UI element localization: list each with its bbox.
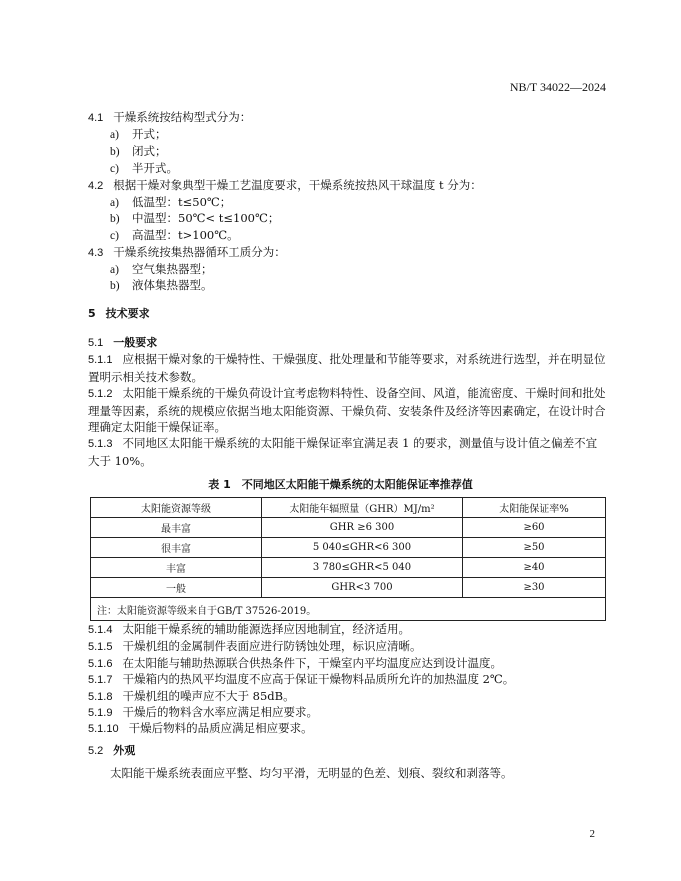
table-row: 很丰富 5 040≤GHR<6 300 ≥50	[91, 538, 606, 558]
clause-4-3	[88, 244, 286, 261]
list-item: c) 半开式。	[110, 161, 178, 175]
table-row: 最丰富 GHR ≥6 300 ≥60	[91, 518, 606, 538]
table-1	[90, 497, 606, 621]
list-item: b) 闭式；	[110, 144, 167, 158]
clause-5-1-10: 5.1.10 干燥后物料的品质应满足相应要求。	[88, 721, 313, 735]
list-item: b) 中温型：50℃< t≤100℃；	[110, 211, 280, 225]
list-item: a) 空气集热器型；	[110, 262, 213, 276]
clause-5-1-3: 5.1.3 不同地区太阳能干燥系统的太阳能干燥保证率宜满足表 1 的要求，测量值与设计值之偏差不宜大于 10%。	[88, 436, 598, 468]
clause-number: 4.3	[88, 247, 104, 259]
clause-text: 干燥系统按集热器循环工质分为：	[113, 245, 286, 259]
clause-5-1-1: 5.1.1 应根据干燥对象的干燥特性、干燥强度、批处理量和节能等要求，对系统进行选型，并在明显位置明示相关技术参数。	[88, 352, 606, 384]
table-caption: 表 1 不同地区太阳能干燥系统的太阳能保证率推荐值	[208, 478, 473, 491]
clause-4-2	[88, 177, 482, 194]
list-item: a) 开式；	[110, 127, 167, 141]
clause-5-1-4: 5.1.4 太阳能干燥系统的辅助能源选择应因地制宜，经济适用。	[88, 622, 410, 636]
page-number: 2	[589, 828, 595, 840]
standard-number: NB/T 34022—2024	[509, 80, 606, 94]
list-item: c) 高温型：t>100℃。	[110, 228, 239, 242]
column-header: 太阳能保证率%	[463, 498, 606, 518]
section-5-heading: 5 技术要求	[88, 307, 150, 320]
clause-text: 根据干燥对象典型干燥工艺温度要求，干燥系统按热风干球温度 t 分为：	[113, 178, 482, 192]
clause-5-1-7: 5.1.7 干燥箱内的热风平均温度不应高于保证干燥物料品质所允许的加热温度 2℃。	[88, 672, 515, 686]
section-5-1-heading: 5.1 一般要求	[88, 336, 158, 349]
clause-4-1	[88, 109, 251, 126]
clause-5-1-6: 5.1.6 在太阳能与辅助热源联合供热条件下，干燥室内平均温度应达到设计温度。	[88, 656, 502, 670]
clause-5-1-5: 5.1.5 干燥机组的金属制件表面应进行防锈蚀处理，标识应清晰。	[88, 639, 422, 653]
table-note: 注：太阳能资源等级来自于GB/T 37526-2019。	[91, 598, 606, 621]
clause-5-1-2: 5.1.2 太阳能干燥系统的干燥负荷设计宜考虑物料特性、设备空间、风道，能流密度、干燥时间和批处理量等因素，系统的规模应依据当地太阳能资源、干燥负荷、安装条件及经济等因素确定，在设计时合理确定太阳能干燥保证率。	[88, 386, 606, 434]
clause-number: 4.1	[88, 112, 104, 124]
column-header: 太阳能资源等级	[91, 498, 262, 518]
clause-number: 4.2	[88, 180, 104, 192]
clause-5-1-9: 5.1.9 干燥后的物料含水率应满足相应要求。	[88, 705, 318, 719]
table-row: 丰富 3 780≤GHR<5 040 ≥40	[91, 558, 606, 578]
section-5-2-heading: 5.2 外观	[88, 744, 136, 757]
table-note-row	[91, 598, 606, 621]
clause-5-1-8: 5.1.8 干燥机组的噪声应不大于 85dB。	[88, 689, 295, 703]
column-header: 太阳能年辐照量（GHR）MJ/m²	[262, 498, 463, 518]
list-item: b) 液体集热器型。	[110, 278, 213, 292]
table-row: 一般 GHR<3 700 ≥30	[91, 578, 606, 598]
clause-5-2-text: 太阳能干燥系统表面应平整、均匀平滑，无明显的色差、划痕、裂纹和剥落等。	[110, 766, 513, 780]
table-header-row	[91, 498, 606, 518]
list-item: a) 低温型：t≤50℃；	[110, 195, 232, 209]
clause-text: 干燥系统按结构型式分为：	[113, 110, 252, 124]
